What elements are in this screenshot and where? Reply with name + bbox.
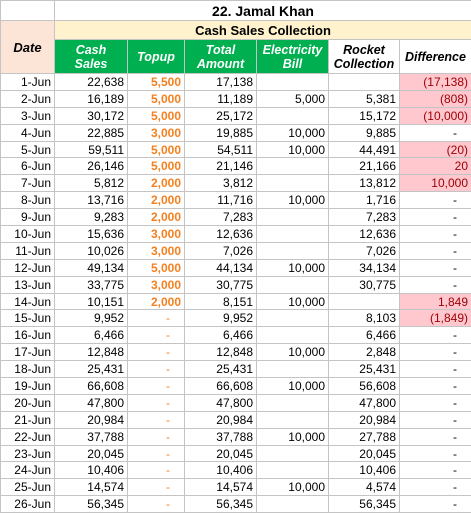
cash-sales-cell: 20,045: [55, 445, 128, 462]
date-header: Date: [1, 21, 55, 74]
electricity-bill-cell: [257, 445, 329, 462]
electricity-bill-cell: 5,000: [257, 90, 329, 107]
cash-sales-cell: 15,636: [55, 226, 128, 243]
difference-cell: -: [400, 192, 471, 209]
difference-cell: (20): [400, 141, 471, 158]
difference-cell: -: [400, 276, 471, 293]
difference-cell: -: [400, 259, 471, 276]
rocket-collection-cell: 7,283: [329, 209, 400, 226]
difference-cell: -: [400, 411, 471, 428]
topup-cell: 3,000: [128, 226, 185, 243]
topup-cell: -: [128, 344, 185, 361]
electricity-bill-cell: [257, 310, 329, 327]
total-amount-cell: 30,775: [185, 276, 257, 293]
rocket-collection-cell: 30,775: [329, 276, 400, 293]
rocket-collection-cell: 9,885: [329, 124, 400, 141]
table-row: [1, 445, 471, 462]
topup-cell: -: [128, 327, 185, 344]
electricity-bill-cell: 10,000: [257, 124, 329, 141]
cash-sales-cell: 56,345: [55, 496, 128, 513]
cash-sales-cell: 10,406: [55, 462, 128, 479]
cash-sales-cell: 49,134: [55, 259, 128, 276]
cash-sales-cell: 5,812: [55, 175, 128, 192]
difference-cell: 20: [400, 158, 471, 175]
rocket-collection-cell: 12,636: [329, 226, 400, 243]
date-cell: 25-Jun: [1, 479, 55, 496]
total-amount-cell: 47,800: [185, 394, 257, 411]
electricity-bill-cell: 10,000: [257, 378, 329, 395]
electricity-bill-cell: [257, 74, 329, 91]
total-amount-cell: 66,608: [185, 378, 257, 395]
cash-sales-cell: 47,800: [55, 394, 128, 411]
rocket-collection-cell: 5,381: [329, 90, 400, 107]
topup-header: Topup: [128, 40, 185, 74]
table-row: [1, 276, 471, 293]
cash-sales-cell: 13,716: [55, 192, 128, 209]
total-amount-header: Total Amount: [185, 40, 257, 74]
topup-cell: -: [128, 394, 185, 411]
topup-cell: -: [128, 361, 185, 378]
total-amount-cell: 7,026: [185, 242, 257, 259]
topup-cell: -: [128, 462, 185, 479]
electricity-bill-cell: [257, 394, 329, 411]
difference-cell: -: [400, 445, 471, 462]
electricity-bill-cell: [257, 242, 329, 259]
difference-cell: 1,849: [400, 293, 471, 310]
topup-cell: 3,000: [128, 124, 185, 141]
table-row: [1, 411, 471, 428]
total-amount-cell: 25,431: [185, 361, 257, 378]
electricity-bill-cell: 10,000: [257, 479, 329, 496]
table-row: [1, 293, 471, 310]
electricity-bill-cell: [257, 411, 329, 428]
topup-cell: 5,000: [128, 259, 185, 276]
date-cell: 21-Jun: [1, 411, 55, 428]
rocket-collection-cell: [329, 293, 400, 310]
table-row: [1, 74, 471, 91]
date-cell: 16-Jun: [1, 327, 55, 344]
total-amount-cell: 44,134: [185, 259, 257, 276]
date-cell: 24-Jun: [1, 462, 55, 479]
date-cell: 23-Jun: [1, 445, 55, 462]
rocket-collection-cell: 56,345: [329, 496, 400, 513]
table-row: [1, 361, 471, 378]
total-amount-cell: 6,466: [185, 327, 257, 344]
date-cell: 11-Jun: [1, 242, 55, 259]
cash-sales-cell: 37,788: [55, 428, 128, 445]
topup-cell: 5,500: [128, 74, 185, 91]
topup-cell: 2,000: [128, 293, 185, 310]
difference-cell: -: [400, 394, 471, 411]
difference-cell: -: [400, 428, 471, 445]
cash-sales-cell: 16,189: [55, 90, 128, 107]
electricity-bill-header: Electricity Bill: [257, 40, 329, 74]
cash-sales-cell: 6,466: [55, 327, 128, 344]
table-row: [1, 141, 471, 158]
difference-cell: -: [400, 361, 471, 378]
total-amount-cell: 11,189: [185, 90, 257, 107]
total-amount-cell: 7,283: [185, 209, 257, 226]
total-amount-cell: 9,952: [185, 310, 257, 327]
date-cell: 20-Jun: [1, 394, 55, 411]
cash-sales-cell: 59,511: [55, 141, 128, 158]
difference-header: Difference: [400, 40, 471, 74]
date-cell: 13-Jun: [1, 276, 55, 293]
difference-cell: -: [400, 209, 471, 226]
total-amount-cell: 14,574: [185, 479, 257, 496]
table-row: [1, 226, 471, 243]
rocket-collection-cell: 34,134: [329, 259, 400, 276]
table-row: [1, 107, 471, 124]
blank-corner-cell: [1, 1, 55, 21]
date-cell: 19-Jun: [1, 378, 55, 395]
date-cell: 22-Jun: [1, 428, 55, 445]
electricity-bill-cell: 10,000: [257, 141, 329, 158]
table-row: [1, 209, 471, 226]
rocket-collection-cell: 56,608: [329, 378, 400, 395]
electricity-bill-cell: 10,000: [257, 259, 329, 276]
electricity-bill-cell: [257, 276, 329, 293]
difference-cell: 10,000: [400, 175, 471, 192]
electricity-bill-cell: [257, 327, 329, 344]
rocket-collection-header: Rocket Collection: [329, 40, 400, 74]
electricity-bill-cell: [257, 175, 329, 192]
table-row: [1, 158, 471, 175]
total-amount-cell: 10,406: [185, 462, 257, 479]
electricity-bill-cell: [257, 462, 329, 479]
rocket-collection-cell: 15,172: [329, 107, 400, 124]
cash-sales-cell: 9,283: [55, 209, 128, 226]
cash-sales-cell: 14,574: [55, 479, 128, 496]
date-cell: 26-Jun: [1, 496, 55, 513]
cash-sales-cell: 10,151: [55, 293, 128, 310]
table-row: [1, 310, 471, 327]
date-cell: 2-Jun: [1, 90, 55, 107]
topup-cell: 2,000: [128, 192, 185, 209]
cash-sales-cell: 22,638: [55, 74, 128, 91]
difference-cell: (17,138): [400, 74, 471, 91]
rocket-collection-cell: 44,491: [329, 141, 400, 158]
electricity-bill-cell: [257, 209, 329, 226]
date-cell: 17-Jun: [1, 344, 55, 361]
topup-cell: 5,000: [128, 158, 185, 175]
table-row: [1, 327, 471, 344]
electricity-bill-cell: 10,000: [257, 344, 329, 361]
table-row: [1, 175, 471, 192]
rocket-collection-cell: 47,800: [329, 394, 400, 411]
rocket-collection-cell: 2,848: [329, 344, 400, 361]
rocket-collection-cell: 21,166: [329, 158, 400, 175]
total-amount-cell: 25,172: [185, 107, 257, 124]
table-row: [1, 428, 471, 445]
date-cell: 14-Jun: [1, 293, 55, 310]
table-row: [1, 124, 471, 141]
section-subtitle: Cash Sales Collection: [55, 21, 471, 40]
rocket-collection-cell: [329, 74, 400, 91]
rocket-collection-cell: 20,984: [329, 411, 400, 428]
table-row: [1, 259, 471, 276]
topup-cell: 3,000: [128, 242, 185, 259]
electricity-bill-cell: [257, 226, 329, 243]
table-row: [1, 394, 471, 411]
date-cell: 5-Jun: [1, 141, 55, 158]
difference-cell: (1,849): [400, 310, 471, 327]
total-amount-cell: 54,511: [185, 141, 257, 158]
rocket-collection-cell: 6,466: [329, 327, 400, 344]
difference-cell: -: [400, 226, 471, 243]
topup-cell: -: [128, 310, 185, 327]
date-cell: 8-Jun: [1, 192, 55, 209]
total-amount-cell: 12,636: [185, 226, 257, 243]
rocket-collection-cell: 4,574: [329, 479, 400, 496]
topup-cell: 5,000: [128, 107, 185, 124]
topup-cell: -: [128, 428, 185, 445]
total-amount-cell: 20,984: [185, 411, 257, 428]
total-amount-cell: 37,788: [185, 428, 257, 445]
cash-sales-cell: 33,775: [55, 276, 128, 293]
electricity-bill-cell: 10,000: [257, 192, 329, 209]
date-cell: 10-Jun: [1, 226, 55, 243]
difference-cell: (10,000): [400, 107, 471, 124]
difference-cell: -: [400, 462, 471, 479]
topup-cell: 2,000: [128, 175, 185, 192]
cash-sales-cell: 30,172: [55, 107, 128, 124]
topup-cell: -: [128, 378, 185, 395]
difference-cell: -: [400, 378, 471, 395]
total-amount-cell: 17,138: [185, 74, 257, 91]
difference-cell: -: [400, 124, 471, 141]
total-amount-cell: 21,146: [185, 158, 257, 175]
cash-sales-cell: 25,431: [55, 361, 128, 378]
rocket-collection-cell: 13,812: [329, 175, 400, 192]
rocket-collection-cell: 8,103: [329, 310, 400, 327]
table-row: [1, 462, 471, 479]
cash-sales-cell: 10,026: [55, 242, 128, 259]
difference-cell: -: [400, 327, 471, 344]
total-amount-cell: 3,812: [185, 175, 257, 192]
topup-cell: 5,000: [128, 90, 185, 107]
table-body: [1, 74, 471, 513]
date-cell: 12-Jun: [1, 259, 55, 276]
difference-cell: -: [400, 479, 471, 496]
total-amount-cell: 56,345: [185, 496, 257, 513]
table-row: [1, 496, 471, 513]
rocket-collection-cell: 10,406: [329, 462, 400, 479]
electricity-bill-cell: 10,000: [257, 428, 329, 445]
topup-cell: 3,000: [128, 276, 185, 293]
total-amount-cell: 8,151: [185, 293, 257, 310]
difference-cell: -: [400, 496, 471, 513]
table-row: [1, 344, 471, 361]
topup-cell: -: [128, 496, 185, 513]
cash-sales-cell: 9,952: [55, 310, 128, 327]
electricity-bill-cell: [257, 496, 329, 513]
cash-sales-cell: 66,608: [55, 378, 128, 395]
electricity-bill-cell: [257, 107, 329, 124]
cash-sales-cell: 12,848: [55, 344, 128, 361]
total-amount-cell: 20,045: [185, 445, 257, 462]
difference-cell: -: [400, 242, 471, 259]
date-cell: 6-Jun: [1, 158, 55, 175]
cash-sales-cell: 22,885: [55, 124, 128, 141]
rocket-collection-cell: 1,716: [329, 192, 400, 209]
rocket-collection-cell: 20,045: [329, 445, 400, 462]
rocket-collection-cell: 25,431: [329, 361, 400, 378]
rocket-collection-cell: 7,026: [329, 242, 400, 259]
date-cell: 7-Jun: [1, 175, 55, 192]
table-row: [1, 192, 471, 209]
topup-cell: -: [128, 479, 185, 496]
topup-cell: -: [128, 411, 185, 428]
cash-sales-cell: 26,146: [55, 158, 128, 175]
topup-cell: -: [128, 445, 185, 462]
cash-sales-header: Cash Sales: [55, 40, 128, 74]
electricity-bill-cell: [257, 361, 329, 378]
date-cell: 3-Jun: [1, 107, 55, 124]
table-row: [1, 242, 471, 259]
electricity-bill-cell: 10,000: [257, 293, 329, 310]
date-cell: 15-Jun: [1, 310, 55, 327]
topup-cell: 2,000: [128, 209, 185, 226]
table-row: [1, 479, 471, 496]
date-cell: 1-Jun: [1, 74, 55, 91]
table-row: [1, 378, 471, 395]
rocket-collection-cell: 27,788: [329, 428, 400, 445]
cash-sales-cell: 20,984: [55, 411, 128, 428]
total-amount-cell: 19,885: [185, 124, 257, 141]
electricity-bill-cell: [257, 158, 329, 175]
total-amount-cell: 12,848: [185, 344, 257, 361]
date-cell: 9-Jun: [1, 209, 55, 226]
difference-cell: (808): [400, 90, 471, 107]
table-row: [1, 90, 471, 107]
date-cell: 4-Jun: [1, 124, 55, 141]
sheet-title: 22. Jamal Khan: [55, 1, 471, 21]
date-cell: 18-Jun: [1, 361, 55, 378]
total-amount-cell: 11,716: [185, 192, 257, 209]
topup-cell: 5,000: [128, 141, 185, 158]
difference-cell: -: [400, 344, 471, 361]
